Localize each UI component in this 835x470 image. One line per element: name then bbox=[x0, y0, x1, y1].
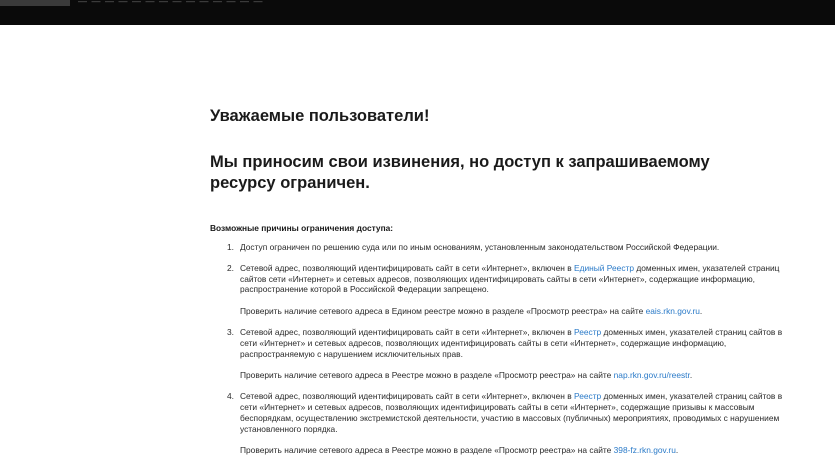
site-link[interactable]: nap.rkn.gov.ru/reestr bbox=[613, 370, 690, 381]
reasons-list bbox=[210, 242, 810, 456]
reason-text-after: доменных имен, указателей страниц сайтов сети «Интернет» и сетевых адресов, позволяющих идентифицировать сайты в сети «Интернет», содержащие информацию, распространение которой в Российской Федерации запрещено. bbox=[240, 262, 780, 295]
reason-text: Доступ ограничен по решению суда или по иным основаниям, установленным законодательством Российской Федерации. bbox=[240, 242, 720, 252]
registry-link[interactable]: Реестр bbox=[574, 326, 602, 337]
browser-top-bar bbox=[0, 0, 835, 25]
list-item bbox=[227, 326, 800, 381]
reason-text-after: доменных имен, указателей страниц сайтов в сети «Интернет» и сетевых адресов, позволяющих идентифицировать сайты в сети «Интернет», содержащие призывы к массовым беспорядкам, осуществлению экстремистской деятельности, участию в массовых (публичных) мероприятиях, проводимых с нарушением установленного порядка. bbox=[240, 391, 783, 434]
list-number: 2. bbox=[227, 262, 234, 273]
registry-link[interactable]: Реестр bbox=[574, 391, 602, 402]
reason-text bbox=[240, 327, 782, 359]
block-notice bbox=[210, 106, 810, 466]
check-text: Проверить наличие сетевого адреса в Едином реестре можно в разделе «Просмотр реестра» на сайте bbox=[240, 306, 646, 317]
check-note bbox=[240, 445, 800, 456]
reason-text-before: Сетевой адрес, позволяющий идентифицировать сайт в сети «Интернет», включен в bbox=[240, 391, 574, 402]
check-end: . bbox=[699, 306, 703, 317]
site-link[interactable]: eais.rkn.gov.ru bbox=[645, 306, 700, 317]
page-title: Мы приносим свои извинения, но доступ к запрашиваемому ресурсу ограничен. bbox=[210, 153, 710, 192]
list-item bbox=[227, 242, 800, 253]
check-end: . bbox=[689, 370, 693, 381]
page-greeting: Уважаемые пользователи! bbox=[210, 107, 430, 125]
list-item bbox=[227, 391, 800, 456]
check-note bbox=[240, 306, 800, 317]
reason-text bbox=[240, 391, 782, 433]
list-number: 1. bbox=[227, 242, 234, 252]
list-number: 3. bbox=[227, 326, 234, 337]
list-item bbox=[227, 262, 800, 317]
address-bar-text[interactable]: — — — — — — — — — — — — — — bbox=[78, 0, 264, 6]
reasons-heading: Возможные причины ограничения доступа: bbox=[210, 223, 394, 233]
reason-text-before: Сетевой адрес, позволяющий идентифицировать сайт в сети «Интернет», включен в bbox=[240, 262, 574, 273]
check-text: Проверить наличие сетевого адреса в Реестре можно в разделе «Просмотр реестра» на сайте bbox=[240, 445, 614, 456]
check-text: Проверить наличие сетевого адреса в Реестре можно в разделе «Просмотр реестра» на сайте bbox=[240, 370, 614, 381]
registry-link[interactable]: Единый Реестр bbox=[574, 262, 635, 273]
reason-text-before: Сетевой адрес, позволяющий идентифицировать сайт в сети «Интернет», включен в bbox=[240, 326, 574, 337]
reason-text-after: доменных имен, указателей страниц сайтов в сети «Интернет» и сетевых адресов, позволяющих идентифицировать сайты в сети «Интернет», содержащие информацию, распространяемую с нарушением исключительных прав. bbox=[240, 326, 783, 359]
reason-text bbox=[240, 263, 779, 295]
list-number: 4. bbox=[227, 391, 234, 402]
check-note bbox=[240, 370, 800, 381]
browser-tab[interactable] bbox=[0, 0, 70, 6]
site-link[interactable]: 398-fz.rkn.gov.ru bbox=[613, 445, 676, 456]
check-end: . bbox=[675, 445, 679, 456]
